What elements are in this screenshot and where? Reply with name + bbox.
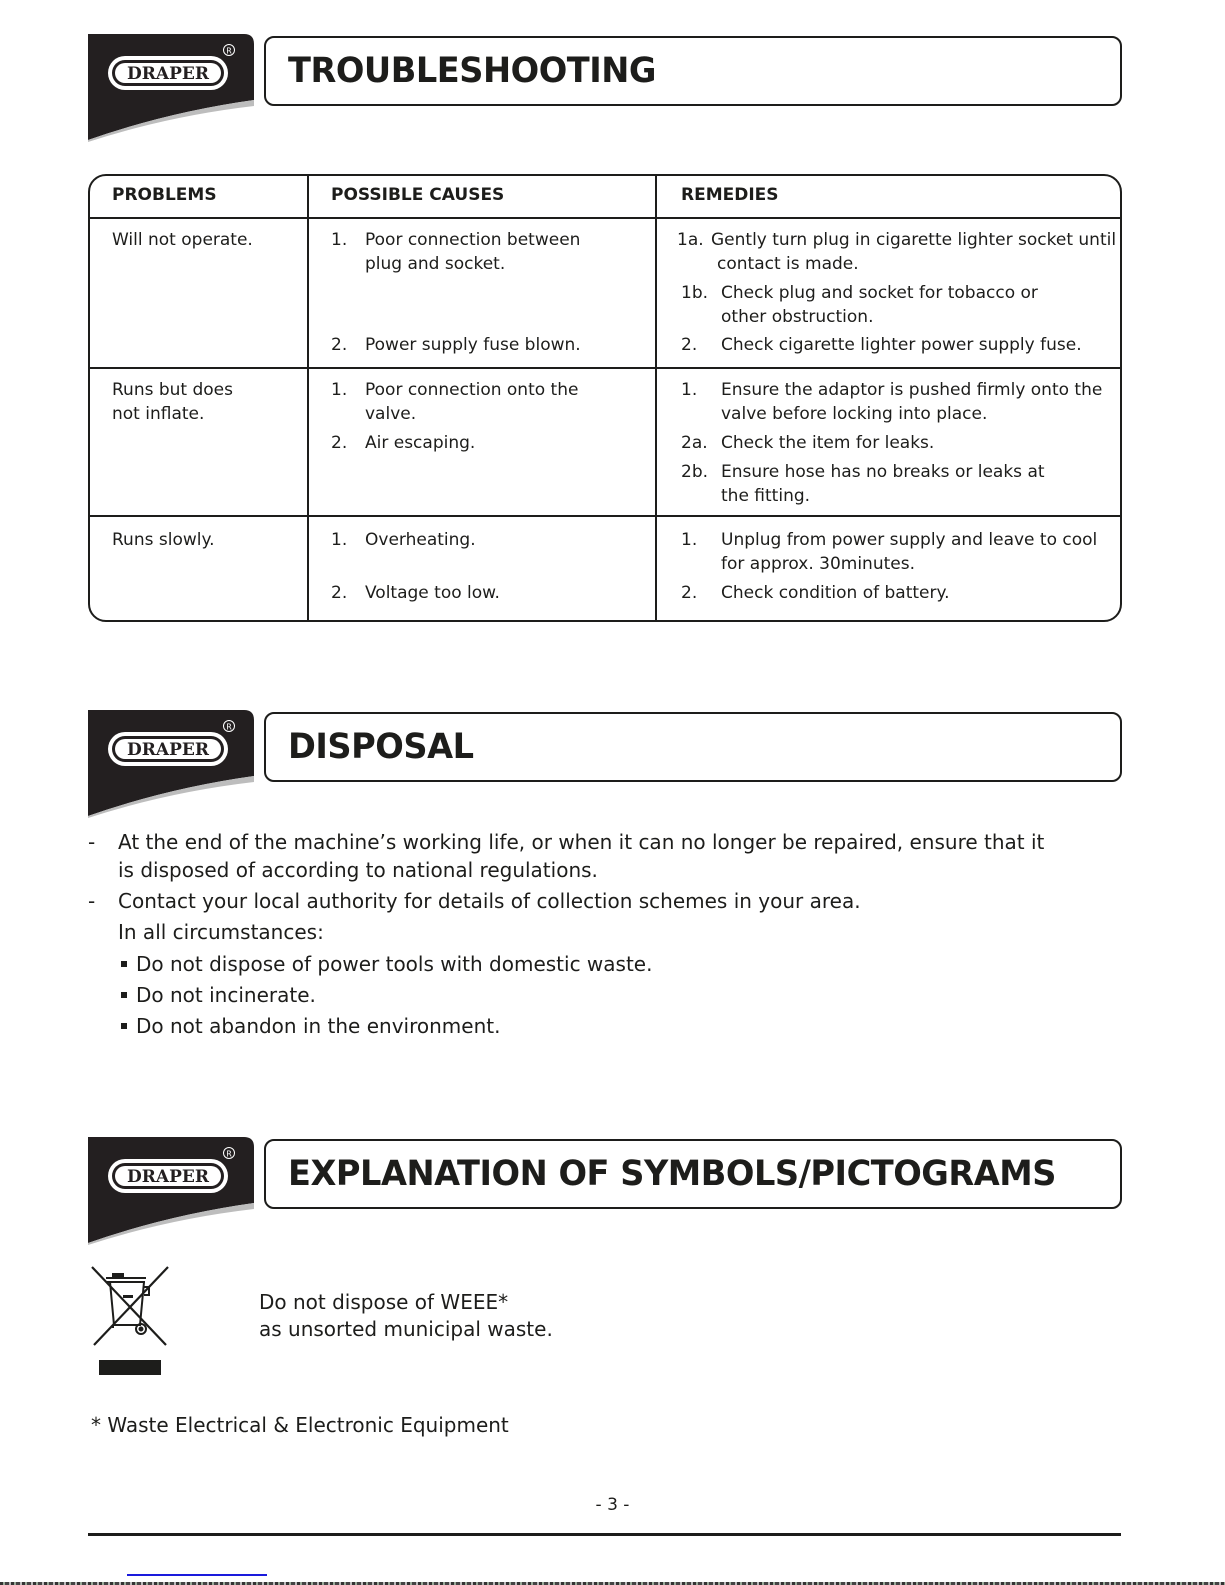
weee-line: as unsorted municipal waste. [259,1317,553,1341]
table-header-row [90,176,1120,217]
item-text: Check the item for leaks. [721,433,935,453]
item-text: Check cigarette lighter power supply fuse. [721,335,1082,355]
footer-link-underline[interactable] [127,1574,267,1576]
section-title: TROUBLESHOOTING [288,51,656,91]
remedy-item [681,581,1121,605]
item-number: 1. [331,230,348,250]
svg-text:DRAPER: DRAPER [127,740,209,760]
bullet-item [121,950,652,979]
item-number: 1. [331,530,348,550]
remedies-cell [655,517,1120,622]
section-title: DISPOSAL [288,727,474,767]
disposal-point-line: is disposed of according to national regulations. [118,858,598,882]
item-number: 1. [681,530,698,550]
problem-cell [90,517,307,622]
dash-marker: - [88,889,96,913]
item-text: Check plug and socket for tobacco or other obstruction. [721,283,1038,327]
column-header-causes: POSSIBLE CAUSES [307,176,655,217]
troubleshooting-header [88,34,1124,144]
section-title: EXPLANATION OF SYMBOLS/PICTOGRAMS [288,1154,1056,1194]
problem-cell [90,219,307,369]
bullet-text: Do not dispose of power tools with domestic waste. [136,952,653,976]
problem-cell [90,369,307,517]
causes-cell [307,517,655,622]
cause-item [331,378,621,426]
bullet-text: Do not incinerate. [136,983,316,1007]
item-number: 2b. [681,462,709,482]
bullet-item [121,981,316,1010]
remedy-item [681,378,1121,426]
table-row [90,515,1120,622]
square-bullet-icon [121,961,127,967]
item-text: Air escaping. [365,433,476,453]
disposal-point-line: Contact your local authority for details of collection schemes in your area. [118,889,861,913]
weee-line: Do not dispose of WEEE* [259,1290,509,1314]
problem-text: Will not operate. [112,230,253,250]
dash-marker: - [88,830,96,854]
problem-text: Runs slowly. [112,530,215,550]
remedy-item [681,333,1121,357]
symbols-title-box [264,1139,1122,1209]
cause-item [331,581,621,605]
weee-description [259,1289,553,1343]
table-row [90,217,1120,369]
symbols-header [88,1137,1124,1247]
column-header-remedies: REMEDIES [655,176,1120,217]
weee-footnote: * Waste Electrical & Electronic Equipment [91,1413,509,1437]
remedies-cell [655,219,1120,369]
page-number: - 3 - [595,1495,630,1515]
item-text: Ensure the adaptor is pushed firmly onto the valve before locking into place. [721,380,1103,424]
svg-text:R: R [226,1149,232,1159]
circumstances-label: In all circumstances: [118,920,324,944]
remedy-item [681,431,1121,455]
footer-divider [88,1533,1121,1536]
draper-logo [88,34,254,142]
svg-text:DRAPER: DRAPER [127,64,209,84]
causes-cell [307,219,655,369]
remedy-item [681,460,1081,508]
draper-logo-block [88,34,254,142]
draper-logo-block [88,710,254,818]
item-number: 1b. [681,283,709,303]
crossed-out-wheelie-bin-icon [90,1265,170,1377]
disposal-point-line: At the end of the machine’s working life, or when it can no longer be repaired, ensure that it [118,830,1045,854]
item-text: Ensure hose has no breaks or leaks at the fitting. [721,462,1045,506]
svg-text:R: R [226,722,232,732]
item-number: 1. [331,380,348,400]
causes-cell [307,369,655,517]
item-text: Check condition of battery. [721,583,950,603]
square-bullet-icon [121,992,127,998]
cause-item [331,431,621,455]
item-text: Overheating. [365,530,476,550]
remedies-cell [655,369,1120,517]
remedy-item [677,228,1117,276]
problem-text: Runs but does not inflate. [112,380,234,424]
item-number: 1. [681,380,698,400]
item-text: Unplug from power supply and leave to cool for approx. 30minutes. [721,530,1098,574]
item-text: Voltage too low. [365,583,500,603]
table-row [90,367,1120,517]
item-text: Poor connection between plug and socket. [365,230,581,274]
item-text: Power supply fuse blown. [365,335,581,355]
item-text: Poor connection onto the valve. [365,380,579,424]
disposal-header [88,710,1124,820]
item-number: 2. [681,583,698,603]
svg-text:DRAPER: DRAPER [127,1167,209,1187]
square-bullet-icon [121,1023,127,1029]
svg-text:R: R [226,46,232,56]
column-header-problems: PROBLEMS [112,185,217,205]
item-number: 2. [681,335,698,355]
remedy-item [681,528,1121,576]
remedy-item [681,281,1081,329]
item-number: 2. [331,433,348,453]
item-number: 2a. [681,433,708,453]
item-number: 1a. [677,230,704,250]
cause-item [331,528,621,552]
troubleshooting-table [88,174,1122,622]
cause-item [331,228,631,276]
draper-logo-block [88,1137,254,1245]
item-text: Gently turn plug in cigarette lighter socket until contact is made. [711,230,1117,274]
cause-item [331,333,641,357]
troubleshooting-title-box [264,36,1122,106]
disposal-title-box [264,712,1122,782]
item-number: 2. [331,335,348,355]
item-number: 2. [331,583,348,603]
draper-logo [88,1137,254,1245]
draper-logo [88,710,254,818]
bullet-item [121,1012,500,1041]
bullet-text: Do not abandon in the environment. [136,1014,501,1038]
